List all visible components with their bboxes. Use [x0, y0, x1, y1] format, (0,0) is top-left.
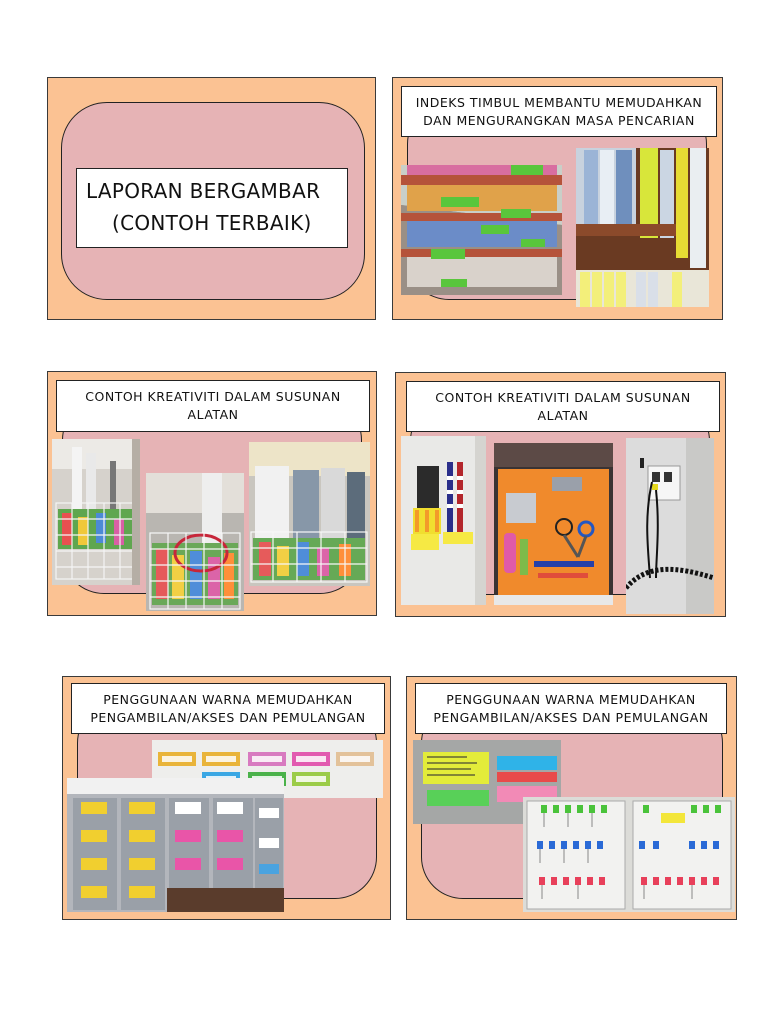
caption-line-2: PENGAMBILAN/AKSES DAN PEMULANGAN	[90, 709, 366, 725]
caption-line-2: PENGAMBILAN/AKSES DAN PEMULANGAN	[433, 709, 709, 725]
slide-caption	[71, 683, 385, 734]
pen-holder-wall-photo	[401, 436, 486, 605]
slide-caption	[401, 86, 717, 137]
caption-line-1: INDEKS TIMBUL MEMBANTU MEMUDAHKAN	[415, 94, 703, 110]
cable-power-point-photo	[626, 438, 714, 614]
stationery-drawer-photo	[494, 443, 613, 605]
caption-line-2: ALATAN	[187, 407, 239, 422]
title-box	[76, 168, 348, 248]
color-key-cabinet-photo	[523, 797, 735, 912]
wire-basket-photo-1	[52, 439, 140, 585]
slide-caption	[415, 683, 727, 734]
slide-title	[47, 77, 376, 320]
caption-line-2: ALATAN	[537, 407, 589, 423]
slide-color-right	[406, 676, 737, 920]
bookshelf-aisle-photo	[401, 165, 562, 295]
slide-creative-right	[395, 372, 726, 617]
caption-line-2: DAN MENGURANGKAN MASA PENCARIAN	[423, 112, 695, 128]
slide-index	[392, 77, 723, 320]
title-line-2: (CONTOH TERBAIK)	[112, 211, 312, 235]
slide-creative-left	[47, 371, 377, 616]
caption-line-1: PENGGUNAAN WARNA MEMUDAHKAN	[103, 691, 353, 707]
title-line-1: LAPORAN BERGAMBAR	[86, 179, 321, 203]
binders-shelf-photo	[576, 148, 709, 307]
caption-line-1: PENGGUNAAN WARNA MEMUDAHKAN	[446, 691, 696, 707]
color-coded-lockers-photo	[67, 778, 284, 912]
wire-basket-photo-3	[249, 442, 370, 586]
slide-caption	[406, 381, 720, 432]
caption-line-1: CONTOH KREATIVITI DALAM SUSUNAN	[435, 389, 691, 405]
caption-line-1: CONTOH KREATIVITI DALAM SUSUNAN	[85, 389, 341, 404]
wire-basket-photo-2	[146, 473, 244, 611]
slide-color-left	[62, 676, 391, 920]
slide-caption	[56, 380, 370, 432]
